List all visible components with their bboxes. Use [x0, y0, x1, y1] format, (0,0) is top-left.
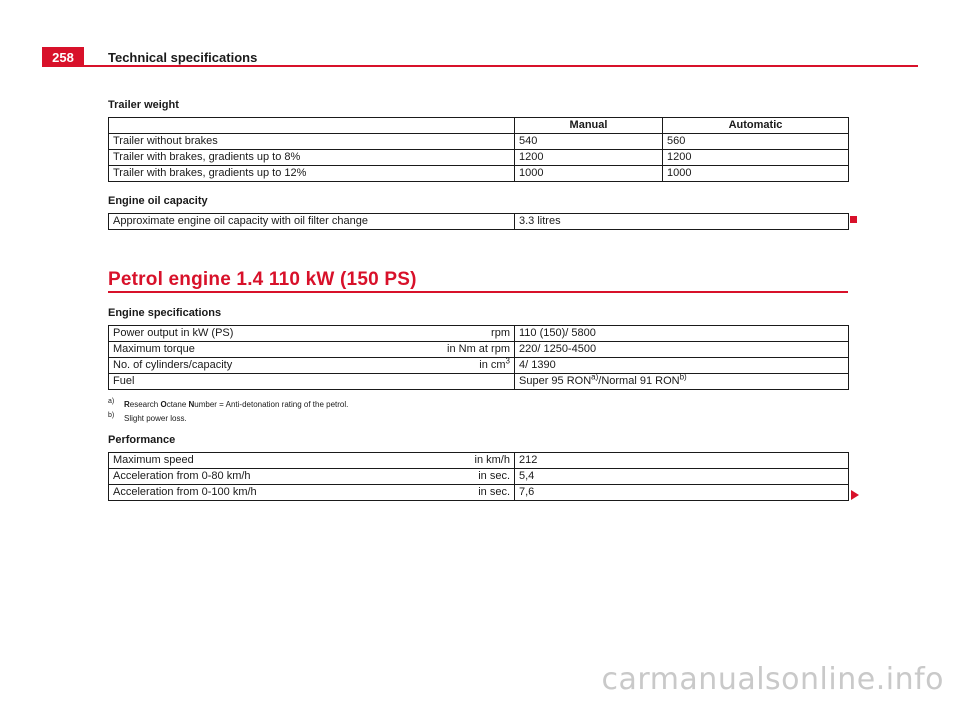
oil-capacity-table: [108, 213, 849, 230]
row-value: 220/ 1250-4500: [515, 342, 849, 358]
row-label: Trailer with brakes, gradients up to 12%: [109, 166, 515, 182]
cell-automatic: 1000: [663, 166, 849, 182]
table-row: [109, 326, 849, 342]
column-header-manual: Manual: [515, 118, 663, 134]
row-label: Fuel: [113, 375, 135, 387]
trailer-weight-table: [108, 117, 849, 182]
performance-heading: Performance: [108, 434, 176, 446]
fuel-value-normal: /Normal 91 RON: [598, 375, 680, 387]
row-unit: in km/h: [474, 454, 510, 466]
row-unit: rpm: [491, 327, 510, 339]
chapter-rule: [108, 291, 848, 293]
row-value: 5,4: [515, 469, 849, 485]
cell-automatic: 560: [663, 134, 849, 150]
chapter-title: Petrol engine 1.4 110 kW (150 PS): [108, 269, 417, 290]
row-value: 212: [515, 453, 849, 469]
footnote-text: Research Octane Number = Anti-detonation rating of the petrol.: [124, 400, 349, 409]
row-unit: in sec.: [478, 470, 510, 482]
table-row: [109, 134, 849, 150]
footnote-text: Slight power loss.: [124, 414, 187, 423]
cell-manual: 540: [515, 134, 663, 150]
continue-arrow-icon[interactable]: [851, 490, 859, 500]
trailer-weight-heading: Trailer weight: [108, 99, 179, 111]
row-value: 110 (150)/ 5800: [515, 326, 849, 342]
row-value: 4/ 1390: [515, 358, 849, 374]
footnote-mark: b): [108, 412, 115, 419]
table-row: [109, 150, 849, 166]
page-number: 258: [42, 47, 84, 67]
row-label: Approximate engine oil capacity with oil filter change: [109, 214, 515, 230]
row-value: [515, 374, 849, 390]
engine-specs-table: [108, 325, 849, 390]
engine-specs-heading: Engine specifications: [108, 307, 222, 319]
table-row: [109, 469, 849, 485]
table-row: [109, 342, 849, 358]
row-label: Trailer with brakes, gradients up to 8%: [109, 150, 515, 166]
page-header: [42, 47, 918, 67]
row-label: Trailer without brakes: [109, 134, 515, 150]
table-row: [109, 485, 849, 501]
performance-table: [108, 452, 849, 501]
cell-manual: 1000: [515, 166, 663, 182]
watermark: carmanualsonline.info: [601, 662, 944, 697]
page-title: Technical specifications: [108, 50, 258, 65]
cell-manual: 1200: [515, 150, 663, 166]
column-header-automatic: Automatic: [663, 118, 849, 134]
row-label: Acceleration from 0-100 km/h: [113, 486, 257, 498]
table-header-row: [109, 118, 849, 134]
table-row: [109, 374, 849, 390]
oil-capacity-heading: Engine oil capacity: [108, 195, 208, 207]
table-row: [109, 166, 849, 182]
table-row: [109, 358, 849, 374]
header-rule: [42, 65, 918, 67]
table-row: [109, 214, 849, 230]
footnote-ref-b[interactable]: b): [679, 373, 687, 382]
row-label: No. of cylinders/capacity: [113, 359, 233, 371]
row-unit: in Nm at rpm: [447, 343, 510, 355]
footnote-ref-a[interactable]: a): [591, 373, 599, 382]
row-label: Acceleration from 0-80 km/h: [113, 470, 251, 482]
cell-automatic: 1200: [663, 150, 849, 166]
column-header: [109, 118, 515, 134]
row-value: 7,6: [515, 485, 849, 501]
footnote-mark: a): [108, 398, 115, 405]
row-label: Maximum torque: [113, 343, 195, 355]
table-row: [109, 453, 849, 469]
row-label: Power output in kW (PS): [113, 327, 234, 339]
row-unit: in sec.: [478, 486, 510, 498]
row-label: Maximum speed: [113, 454, 194, 466]
oil-capacity-value: 3.3 litres: [515, 214, 849, 230]
fuel-value-super: Super 95 RON: [519, 375, 592, 387]
section-end-marker-icon: [850, 216, 857, 223]
unit-superscript: 3: [505, 357, 510, 366]
row-unit: in cm: [479, 359, 506, 371]
